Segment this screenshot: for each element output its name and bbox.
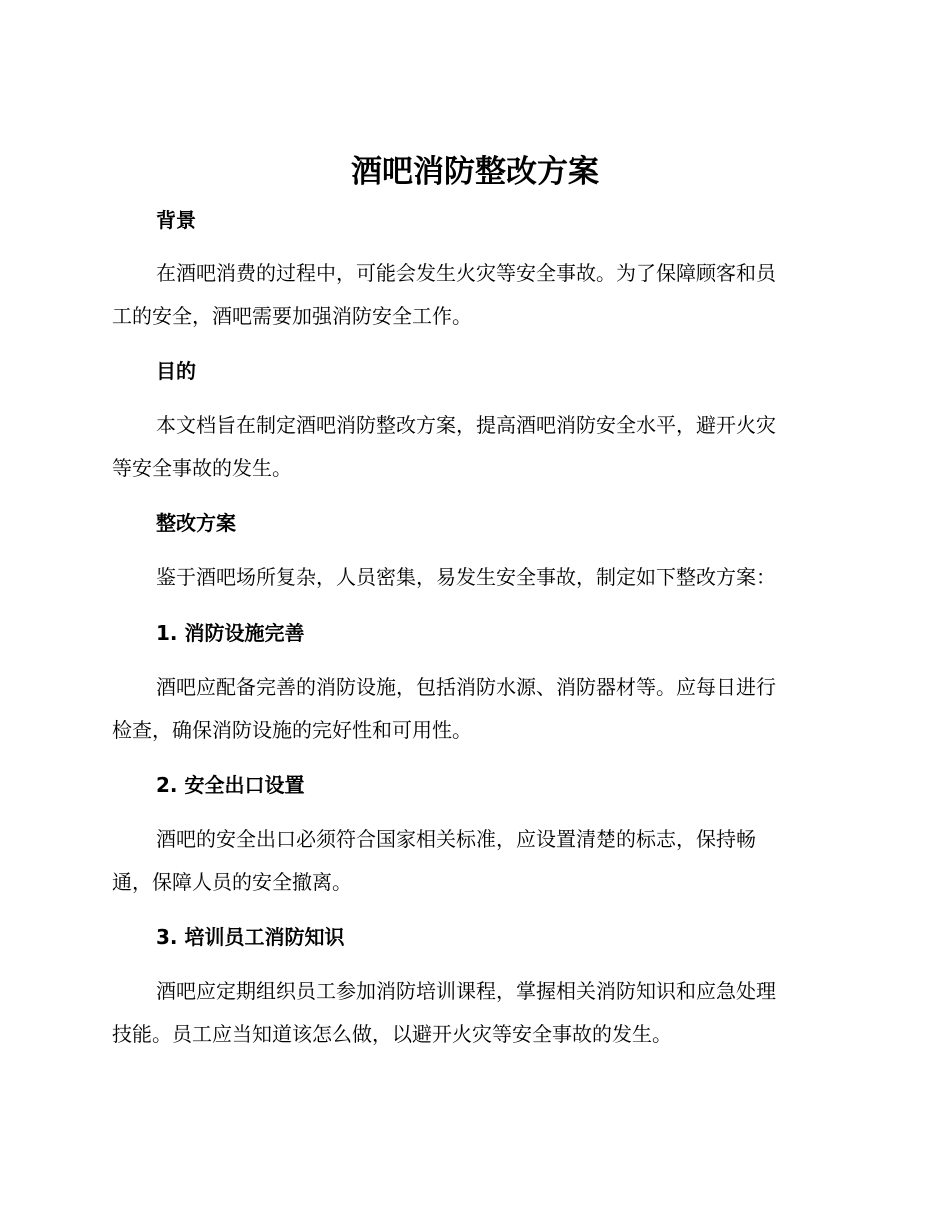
paragraph-line: 酒吧应定期组织员工参加消防培训课程，掌握相关消防知识和应急处理 bbox=[156, 979, 776, 1003]
paragraph-line: 等安全事故的发生。 bbox=[112, 456, 292, 480]
paragraph-line: 酒吧的安全出口必须符合国家相关标准，应设置清楚的标志，保持畅 bbox=[156, 827, 756, 851]
section-paragraph-safety-exits bbox=[112, 818, 832, 904]
section-heading-fire-facilities: 1. 消防设施完善 bbox=[156, 621, 305, 645]
section-paragraph-plan bbox=[112, 556, 832, 599]
section-heading-staff-training: 3. 培训员工消防知识 bbox=[156, 925, 345, 949]
paragraph-line: 工的安全，酒吧需要加强消防安全工作。 bbox=[112, 304, 472, 328]
section-paragraph-staff-training bbox=[112, 970, 832, 1056]
paragraph-line: 在酒吧消费的过程中，可能会发生火灾等安全事故。为了保障顾客和员 bbox=[156, 261, 776, 285]
section-heading-safety-exits: 2. 安全出口设置 bbox=[156, 773, 305, 797]
section-heading-plan: 整改方案 bbox=[156, 511, 236, 535]
paragraph-line: 酒吧应配备完善的消防设施，包括消防水源、消防器材等。应每日进行 bbox=[156, 675, 776, 699]
paragraph-line: 本文档旨在制定酒吧消防整改方案，提高酒吧消防安全水平，避开火灾 bbox=[156, 413, 776, 437]
section-heading-purpose: 目的 bbox=[156, 359, 196, 383]
paragraph-line: 技能。员工应当知道该怎么做，以避开火灾等安全事故的发生。 bbox=[112, 1022, 672, 1046]
document-title: 酒吧消防整改方案 bbox=[351, 154, 599, 190]
section-paragraph-fire-facilities bbox=[112, 666, 832, 752]
section-paragraph-background bbox=[112, 252, 832, 338]
section-heading-background: 背景 bbox=[156, 208, 196, 232]
paragraph-line: 检查，确保消防设施的完好性和可用性。 bbox=[112, 718, 472, 742]
paragraph-line: 通，保障人员的安全撤离。 bbox=[112, 870, 352, 894]
section-paragraph-purpose bbox=[112, 404, 832, 490]
paragraph-line: 鉴于酒吧场所复杂，人员密集，易发生安全事故，制定如下整改方案： bbox=[156, 565, 776, 589]
